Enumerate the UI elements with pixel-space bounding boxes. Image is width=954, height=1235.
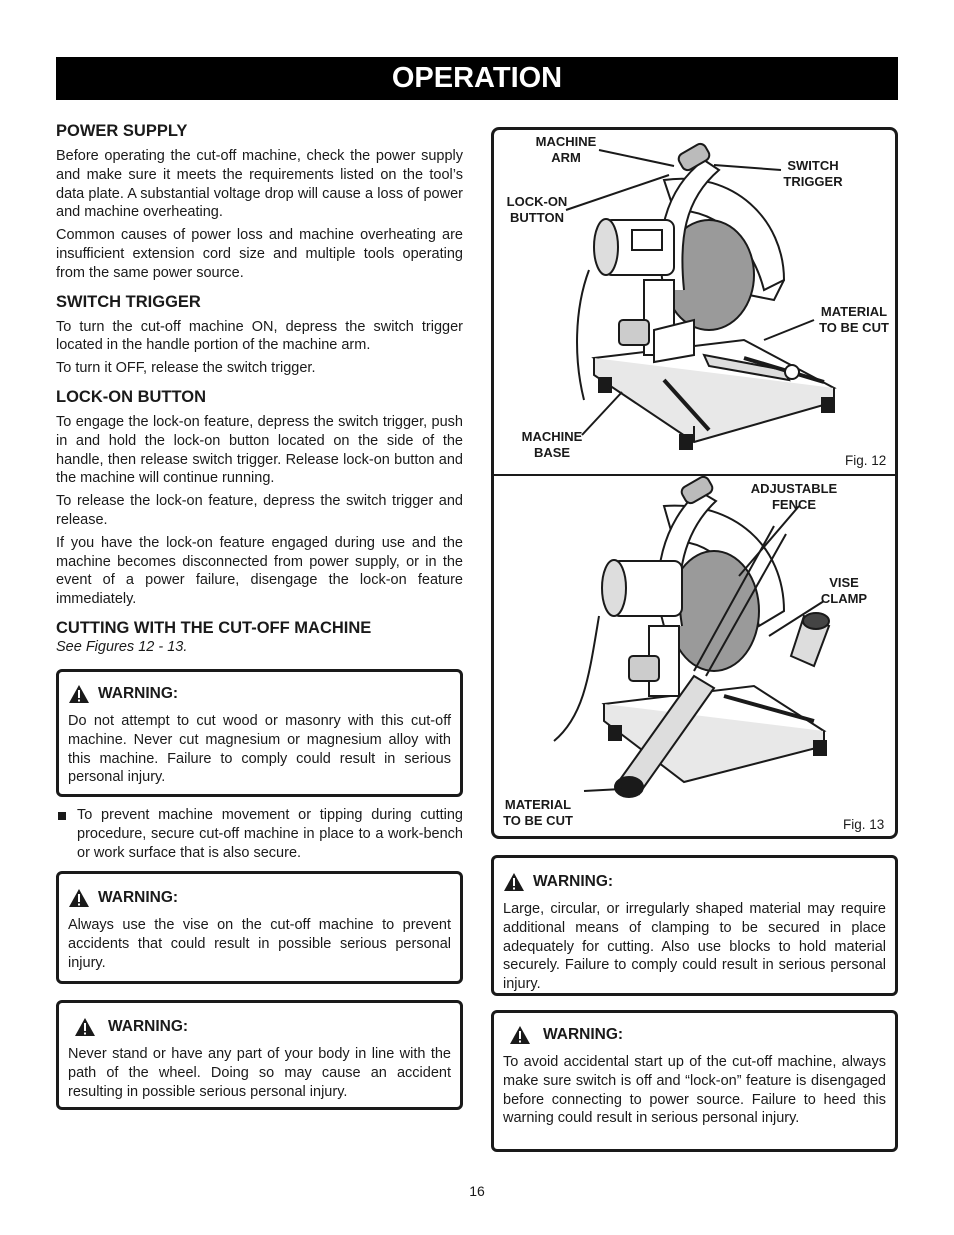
label-material-to-be-cut-fig12 (814, 304, 894, 336)
label-material-to-be-cut-fig13 (498, 797, 578, 829)
warning-title: WARNING: (533, 873, 614, 890)
switch-trigger-paragraph-1: To turn the cut-off machine ON, depress the switch trigger located in the handle portion of the machine arm. (56, 318, 463, 354)
switch-trigger-heading: SWITCH TRIGGER (56, 292, 201, 311)
label-fence-line2: FENCE (771, 497, 817, 512)
warning-text: Do not attempt to cut wood or masonry with this cut-off machine. Never cut magnesium or magnesium alloy with this machine. Failure to comply could result in serious personal injury. (68, 713, 451, 786)
warning-title: WARNING: (98, 889, 179, 906)
label-vise-line1: VISE (829, 575, 859, 590)
lock-on-paragraph-1: To engage the lock-on feature, depress the switch trigger, push in and hold the lock-on button located on the side of the handle, then release switch trigger. Release lock-on button and the machine will continue running. (56, 413, 463, 487)
power-supply-heading: POWER SUPPLY (56, 122, 188, 140)
warning-header (68, 888, 451, 908)
label-material-line2: TO BE CUT (819, 320, 889, 335)
warning-header (68, 684, 451, 704)
warning-box-vise (56, 871, 463, 984)
label-material-line1: MATERIAL (820, 304, 888, 319)
label-material-line2: TO BE CUT (503, 813, 573, 828)
page-number: 16 (469, 1183, 485, 1199)
warning-header (503, 872, 886, 892)
figure-box (491, 127, 898, 839)
figure-12-caption: Fig. 12 (845, 453, 887, 468)
label-switch-trigger (780, 158, 846, 190)
warning-box-body-position (56, 1000, 463, 1110)
label-base-line2: BASE (533, 445, 571, 460)
label-machine-arm (530, 134, 602, 166)
label-machine-arm-line1: MACHINE (535, 134, 597, 149)
power-supply-section (56, 122, 463, 283)
bullet-item (56, 806, 463, 862)
cutting-subheading: See Figures 12 - 13. (56, 638, 188, 655)
page-title: OPERATION (56, 57, 898, 100)
label-base-line1: MACHINE (521, 429, 583, 444)
cutting-section (56, 619, 463, 655)
label-machine-base (516, 429, 588, 461)
warning-title: WARNING: (543, 1026, 624, 1043)
warning-text: To avoid accidental start up of the cut-off machine, always make sure switch is off and “lock-on” feature is disengaged before connecting to power source. Failure to heed this warning could result in serious personal injury. (503, 1054, 886, 1127)
warning-title: WARNING: (98, 685, 179, 702)
label-vise-line2: CLAMP (820, 591, 868, 606)
warning-triangle-icon (68, 684, 90, 704)
warning-text: Never stand or have any part of your body in line with the path of the wheel. Doing so may cause an accident resulting in possible serious personal injury. (68, 1046, 451, 1100)
lock-on-heading: LOCK-ON BUTTON (56, 387, 207, 406)
power-supply-paragraph-1: Before operating the cut-off machine, check the power supply and make sure it meets the requirements listed on the tool’s data plate. A substantial voltage drop will cause a loss of power and machine overheating. (56, 148, 463, 221)
label-vise-clamp (814, 575, 874, 607)
warning-triangle-icon (503, 872, 525, 892)
bullet-text: To prevent machine movement or tipping during cutting procedure, secure cut-off machine in place to a work-bench or work surface that is also secure. (77, 807, 463, 861)
warning-text: Large, circular, or irregularly shaped material may require additional means of clamping to be secured in place adequately for cutting. Also use blocks to hold material securely. Failure to comply could result in serious personal injury. (503, 901, 886, 993)
lock-on-section (56, 388, 463, 609)
label-machine-arm-line2: ARM (551, 150, 581, 165)
warning-text: Always use the vise on the cut-off machine to prevent accidents that could result in possible serious personal injury. (68, 917, 451, 971)
cutting-heading: CUTTING WITH THE CUT-OFF MACHINE (56, 618, 372, 637)
warning-box-accidental-start (491, 1010, 898, 1152)
left-column (56, 122, 463, 671)
warning-box-wood (56, 669, 463, 797)
lock-on-paragraph-3: If you have the lock-on feature engaged during use and the machine becomes disconnected from power supply, or in the event of a power failure, disengage the lock-on feature immediately. (56, 534, 463, 608)
warning-header (503, 1025, 886, 1045)
warning-header (68, 1017, 451, 1037)
warning-box-irregular-material (491, 855, 898, 996)
label-switch-line1: SWITCH (787, 158, 839, 173)
label-material-line1: MATERIAL (504, 797, 572, 812)
switch-trigger-section (56, 293, 463, 378)
power-supply-paragraph-2: Common causes of power loss and machine overheating are insufficient extension cord size and multiple tools operating from the same power source. (56, 227, 463, 281)
figure-13-caption: Fig. 13 (843, 817, 885, 832)
label-lock-on-line2: BUTTON (510, 210, 564, 225)
lock-on-paragraph-2: To release the lock-on feature, depress the switch trigger and release. (56, 493, 463, 528)
warning-title: WARNING: (108, 1018, 189, 1035)
switch-trigger-paragraph-2: To turn it OFF, release the switch trigger. (56, 360, 316, 377)
label-switch-line2: TRIGGER (783, 174, 843, 189)
label-adjustable-fence (750, 481, 838, 513)
warning-triangle-icon (509, 1025, 531, 1045)
warning-triangle-icon (68, 888, 90, 908)
label-lock-on-line1: LOCK-ON (506, 194, 568, 209)
label-lock-on-button (502, 194, 572, 226)
cut-off-machine-illustration-fig13 (494, 476, 895, 836)
label-fence-line1: ADJUSTABLE (750, 481, 838, 496)
bullet-square-icon (58, 812, 66, 820)
warning-triangle-icon (74, 1017, 96, 1037)
